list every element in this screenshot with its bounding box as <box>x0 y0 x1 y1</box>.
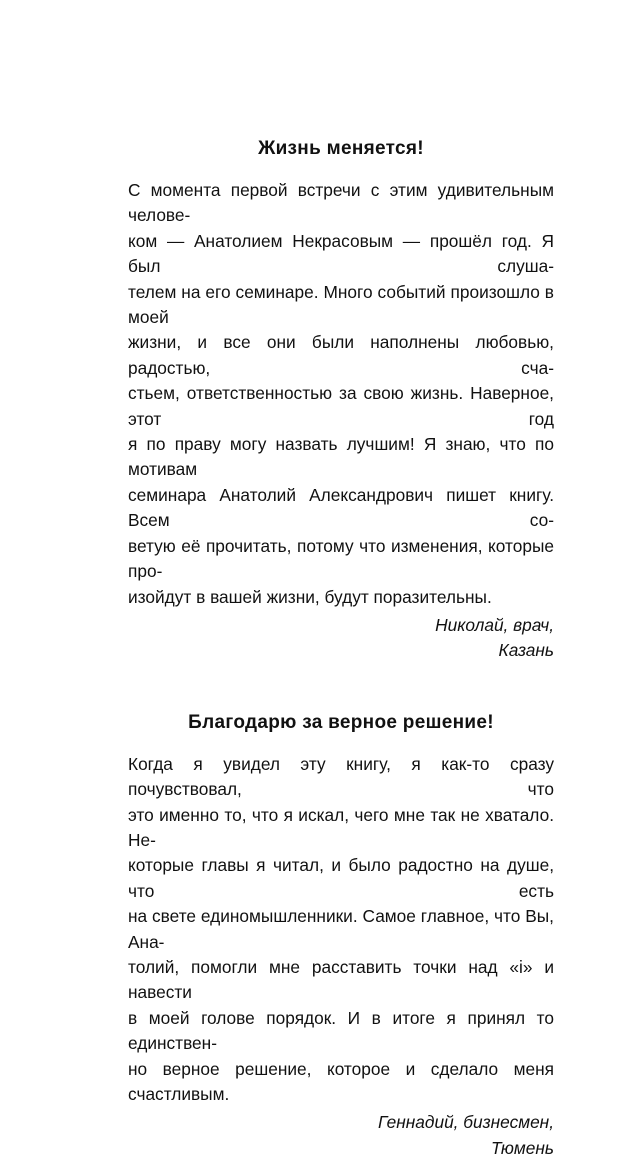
text-line: которые главы я читал, и было радостно на душе, что есть <box>128 855 554 901</box>
text-line: телем на его семинаре. Много событий произошло в моей <box>128 281 554 328</box>
text-line: стьем, ответственностью за свою жизнь. Наверное, этот год <box>128 383 554 429</box>
text-line: Когда я увидел эту книгу, я как-то сразу почувствовал, что <box>128 753 554 800</box>
text-line: семинара Анатолий Александрович пишет книгу. Всем со- <box>128 484 554 531</box>
testimonial-1-title: Жизнь меняется! <box>258 138 424 159</box>
text-line: жизни, и все они были наполнены любовью, радостью, сча- <box>128 332 554 378</box>
testimonial-2-text <box>128 752 554 1108</box>
book-page <box>128 136 554 1161</box>
text-line: на свете единомышленники. Самое главное, что Вы, Ана- <box>128 906 554 952</box>
testimonial-1 <box>128 136 554 664</box>
text-line: толий, помогли мне расставить точки над «i» и навести <box>128 956 554 1003</box>
testimonial-1-city: Казань <box>498 640 554 661</box>
text-line: изойдут в вашей жизни, будут поразительны. <box>128 586 492 607</box>
text-line: С момента первой встречи с этим удивительным челове- <box>128 180 554 226</box>
testimonial-2-city: Тюмень <box>490 1137 554 1158</box>
testimonial-1-author: Николай, врач, <box>435 614 554 635</box>
testimonial-1-text <box>128 178 554 610</box>
testimonial-2-signature <box>128 1110 554 1161</box>
text-line: ком — Анатолием Некрасовым — прошёл год. Я был слуша- <box>128 230 554 277</box>
text-line: я по праву могу назвать лучшим! Я знаю, что по мотивам <box>128 434 554 480</box>
testimonial-2 <box>128 710 554 1161</box>
testimonial-2-author: Геннадий, бизнесмен, <box>378 1112 554 1133</box>
testimonial-2-title: Благодарю за верное решение! <box>188 711 494 733</box>
testimonial-1-signature <box>128 613 554 664</box>
text-line: это именно то, что я искал, чего мне так не хватало. Не- <box>128 804 554 850</box>
text-line: ветую её прочитать, потому что изменения, которые про- <box>128 535 554 582</box>
text-line: в моей голове порядок. И в итоге я принял то единствен- <box>128 1007 554 1054</box>
text-line: но верное решение, которое и сделало меня счастливым. <box>128 1058 554 1104</box>
